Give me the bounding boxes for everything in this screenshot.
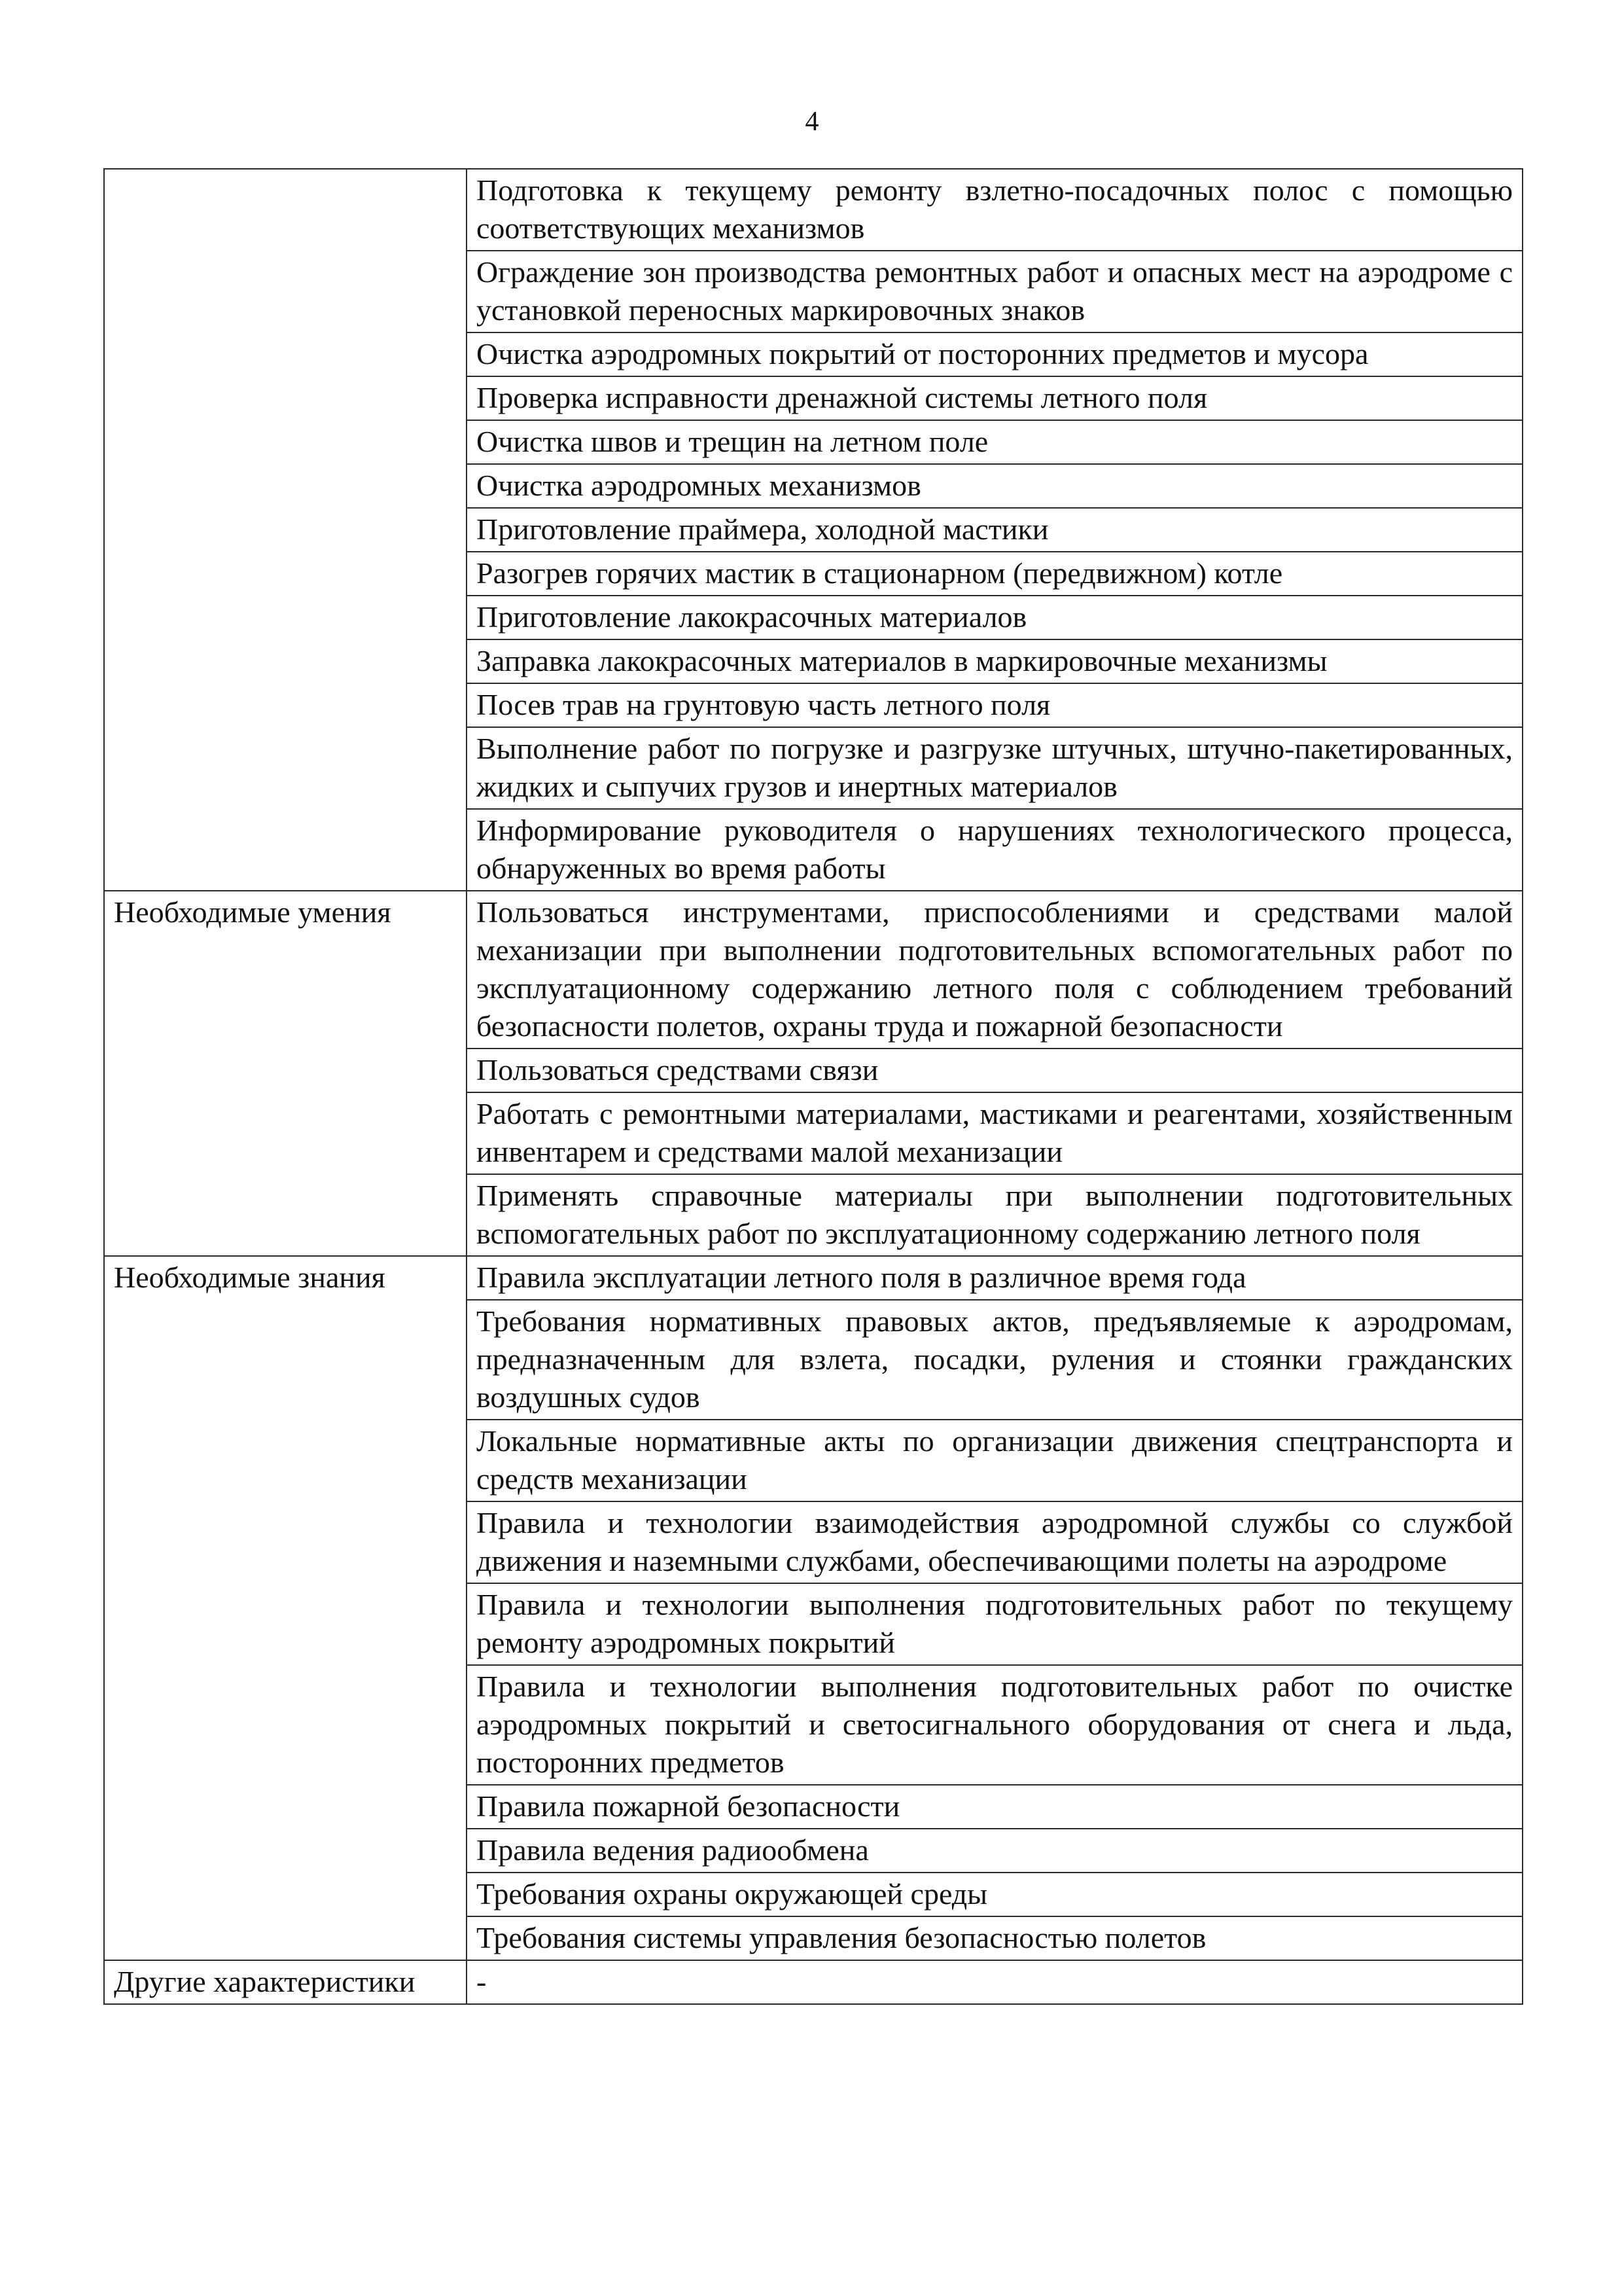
qualification-table	[103, 168, 1523, 2005]
table-cell: Правила и технологии выполнения подготовительных работ по очистке аэродромных покрытий и светосигнального оборудования от снега и льда, посторонних предметов	[467, 1665, 1523, 1785]
row-label-cell: Другие характеристики	[104, 1960, 467, 2004]
table-cell: Требования охраны окружающей среды	[467, 1873, 1523, 1916]
table-cell: Работать с ремонтными материалами, мастиками и реагентами, хозяйственным инвентарем и средствами малой механизации	[467, 1092, 1523, 1174]
table-row	[104, 1960, 1523, 2004]
table-cell: Требования системы управления безопасностью полетов	[467, 1916, 1523, 1960]
table-cell: Проверка исправности дренажной системы летного поля	[467, 376, 1523, 420]
row-label-cell	[104, 169, 467, 891]
table-cell: Выполнение работ по погрузке и разгрузке штучных, штучно-пакетированных, жидких и сыпучих грузов и инертных материалов	[467, 727, 1523, 809]
table-cell: Посев трав на грунтовую часть летного поля	[467, 683, 1523, 727]
table-cell: Информирование руководителя о нарушениях технологического процесса, обнаруженных во время работы	[467, 809, 1523, 891]
page-number: 4	[805, 107, 819, 137]
table-row	[104, 891, 1523, 1049]
table-cell: Приготовление праймера, холодной мастики	[467, 508, 1523, 552]
table-cell: Очистка аэродромных механизмов	[467, 464, 1523, 508]
table-cell: Правила эксплуатации летного поля в различное время года	[467, 1256, 1523, 1300]
table-cell: Разогрев горячих мастик в стационарном (передвижном) котле	[467, 552, 1523, 596]
table-cell: Правила ведения радиообмена	[467, 1829, 1523, 1873]
table-cell: Пользоваться инструментами, приспособлениями и средствами малой механизации при выполнении подготовительных вспомогательных работ по эксплуатационному содержанию летного поля с соблюдением требований безопасности полетов, охраны труда и пожарной безопасности	[467, 891, 1523, 1049]
row-label-cell: Необходимые умения	[104, 891, 467, 1256]
table-row	[104, 1256, 1523, 1300]
table-cell: Очистка аэродромных покрытий от посторонних предметов и мусора	[467, 332, 1523, 376]
table-cell: Правила и технологии взаимодействия аэродромной службы со службой движения и наземными службами, обеспечивающими полеты на аэродроме	[467, 1501, 1523, 1583]
table-row	[104, 169, 1523, 251]
table-cell: Правила и технологии выполнения подготовительных работ по текущему ремонту аэродромных покрытий	[467, 1583, 1523, 1665]
table-cell: Правила пожарной безопасности	[467, 1785, 1523, 1829]
table-cell: Применять справочные материалы при выполнении подготовительных вспомогательных работ по эксплуатационному содержанию летного поля	[467, 1174, 1523, 1256]
table-cell: Ограждение зон производства ремонтных работ и опасных мест на аэродроме с установкой переносных маркировочных знаков	[467, 251, 1523, 332]
table-cell: Подготовка к текущему ремонту взлетно-посадочных полос с помощью соответствующих механизмов	[467, 169, 1523, 251]
table-cell: Пользоваться средствами связи	[467, 1049, 1523, 1092]
row-label-cell: Необходимые знания	[104, 1256, 467, 1960]
table-cell: Очистка швов и трещин на летном поле	[467, 420, 1523, 464]
table-cell: -	[467, 1960, 1523, 2004]
table-cell: Приготовление лакокрасочных материалов	[467, 596, 1523, 639]
table-cell: Локальные нормативные акты по организации движения спецтранспорта и средств механизации	[467, 1420, 1523, 1501]
table-cell: Требования нормативных правовых актов, предъявляемые к аэродромам, предназначенным для взлета, посадки, руления и стоянки гражданских воздушных судов	[467, 1300, 1523, 1420]
table-cell: Заправка лакокрасочных материалов в маркировочные механизмы	[467, 639, 1523, 683]
